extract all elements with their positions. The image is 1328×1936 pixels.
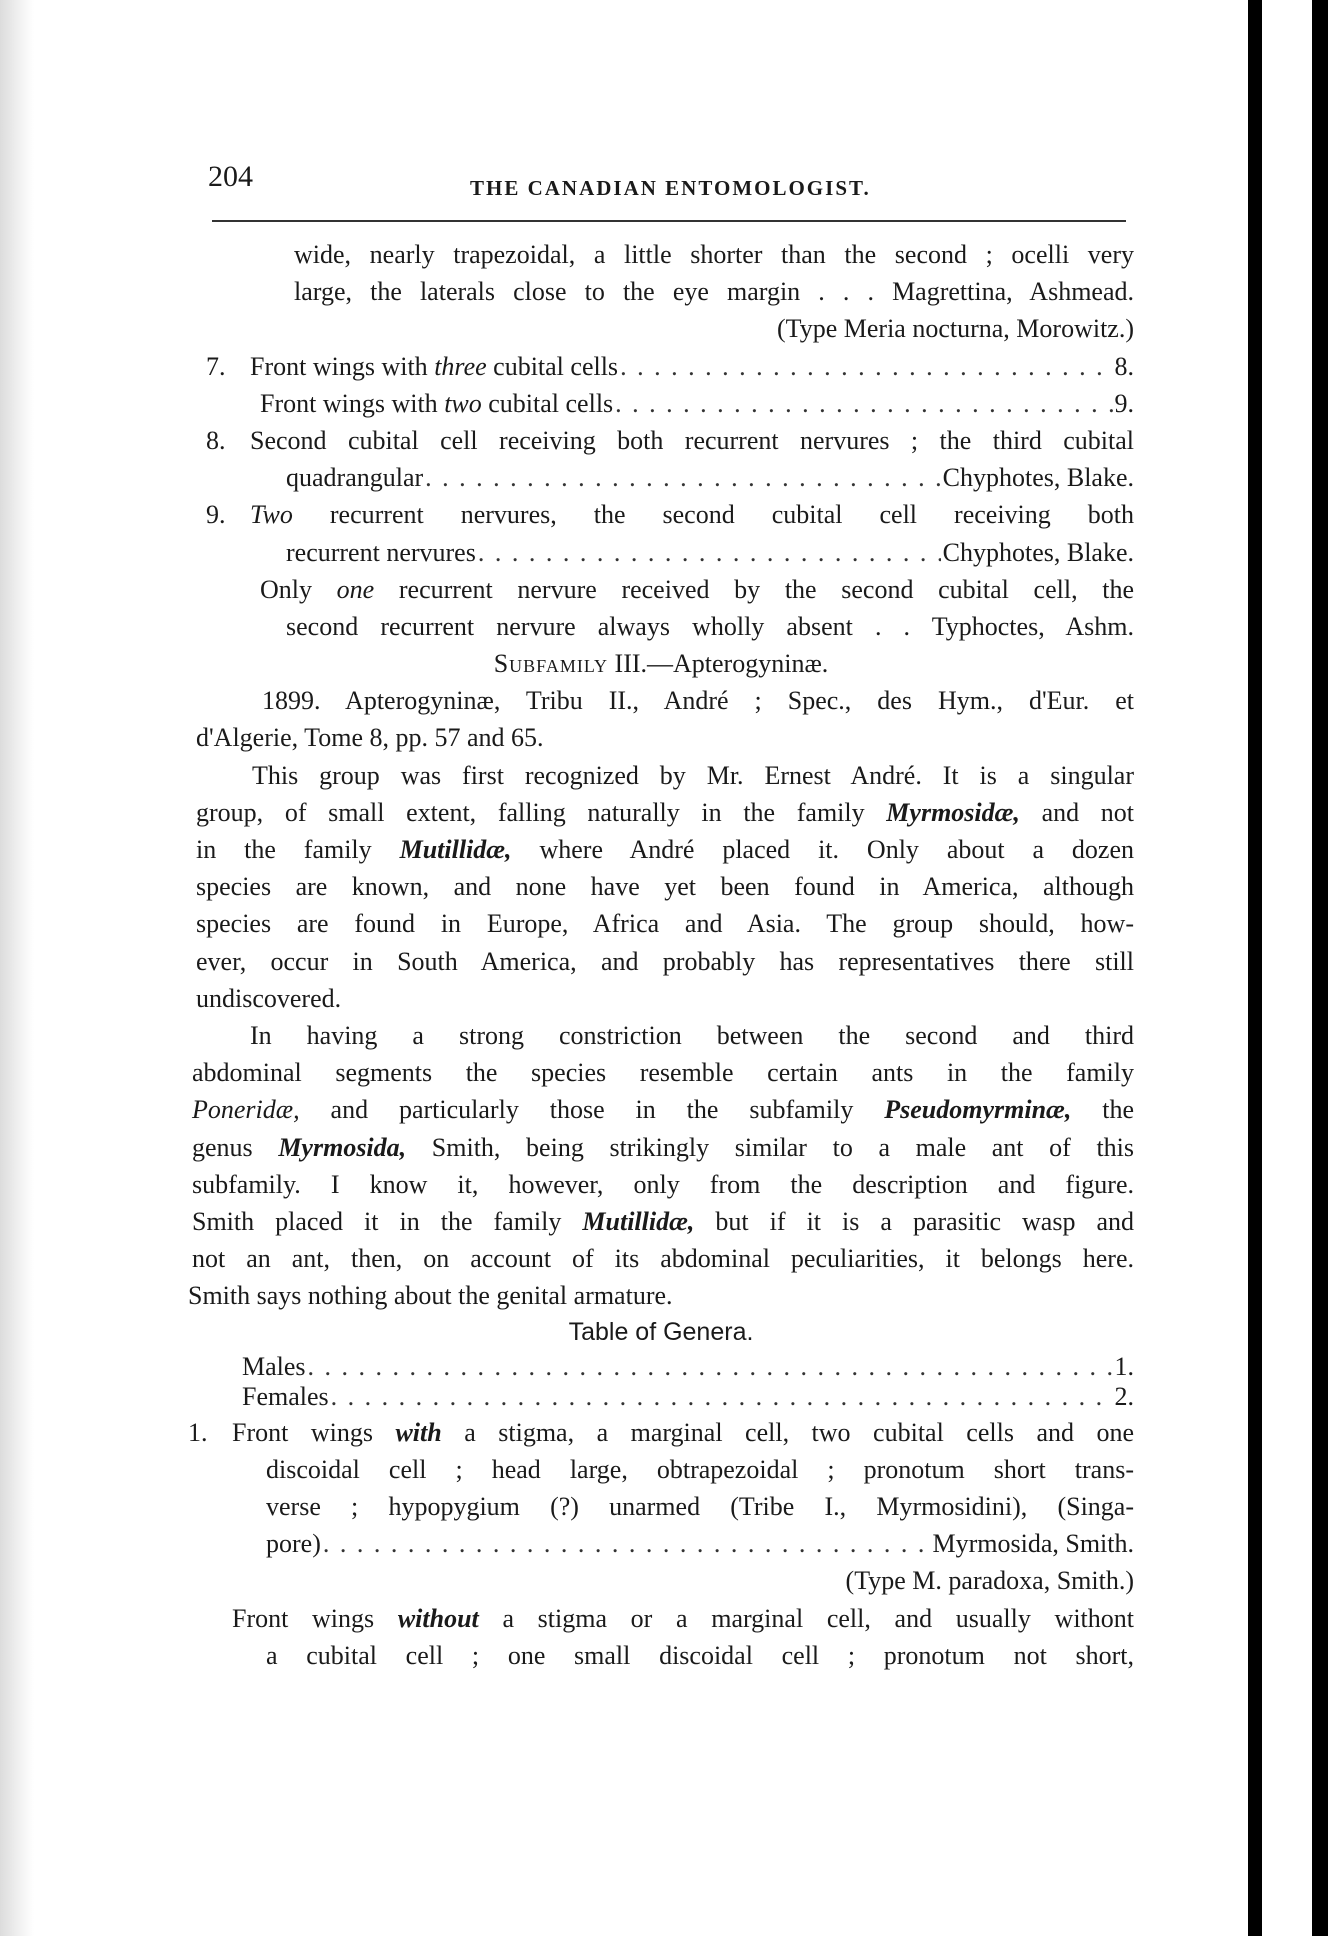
text-line: group, of small extent, falling naturally in the family Myrmosidæ, and not (196, 797, 1135, 827)
text-line: recurrent nervures . . . Chyphotes, Blake. (188, 534, 1134, 571)
text-line: ever, occur in South America, and probably has representatives there still (196, 946, 1134, 976)
running-title: THE CANADIAN ENTOMOLOGIST. (470, 176, 871, 200)
subfamily-heading: Subfamily III.—Apterogyninæ. (493, 649, 829, 679)
text-line: Poneridæ, and particularly those in the subfamily Pseudomyrminæ, the (192, 1095, 1135, 1125)
text-line: 1899. Apterogyninæ, Tribu II., André ; Spec., des Hym., d'Eur. et (262, 686, 1134, 716)
text-line: discoidal cell ; head large, obtrapezoidal ; pronotum short trans- (266, 1454, 1134, 1484)
key-entry-8: 8. Second cubital cell receiving both recurrent nervures ; the third cubital (206, 425, 1134, 455)
text-line: quadrangular . . . Chyphotes, Blake. (188, 459, 1134, 496)
text-line: abdominal segments the species resemble certain ants in the family (192, 1058, 1134, 1088)
page-number: 204 (208, 160, 253, 193)
text-line: (Type Meria nocturna, Morowitz.) (776, 314, 1134, 344)
text-line: subfamily. I know it, however, only from the description and figure. (192, 1169, 1134, 1199)
key-entry-9-alt: Only one recurrent nervure received by the second cubital cell, the (260, 574, 1135, 604)
text-line: d'Algerie, Tome 8, pp. 57 and 65. (196, 723, 544, 753)
text-line: (Type M. paradoxa, Smith.) (845, 1566, 1134, 1596)
page-right-margin (1262, 0, 1312, 1936)
text-line: not an ant, then, on account of its abdominal peculiarities, it belongs here. (192, 1244, 1134, 1274)
text-line: wide, nearly trapezoidal, a little shorter than the second ; ocelli very (294, 240, 1134, 269)
page-header (208, 158, 1128, 208)
text-line: in the family Mutillidæ, where André placed it. Only about a dozen (196, 835, 1135, 864)
text-line: genus Myrmosida, Smith, being strikingly similar to a male ant of this (192, 1132, 1135, 1162)
key-entry-1: 1. Front wings with a stigma, a marginal cell, two cubital cells and one (188, 1417, 1135, 1447)
key-entry-females: Females . . . 2. (188, 1382, 1134, 1414)
key-entry-males: Males . . . 1. (188, 1352, 1134, 1382)
text-line: Smith placed it in the family Mutillidæ, but if it is a parasitic wasp and (192, 1206, 1135, 1236)
text-line: second recurrent nervure always wholly absent . . Typhoctes, Ashm. (286, 611, 1134, 641)
text-line: pore) . . . Myrmosida, Smith. (188, 1525, 1134, 1562)
key-entry-7: 7. Front wings with three cubital cells . . . 8. (188, 348, 1134, 385)
key-entry-9: 9. Two recurrent nervures, the second cubital cell receiving both (206, 500, 1134, 530)
page-left-shadow (0, 0, 34, 1936)
text-line: This group was first recognized by Mr. Ernest André. It is a singular (252, 760, 1134, 790)
text-line: large, the laterals close to the eye margin . . . Magrettina, Ashmead. (294, 277, 1134, 307)
header-rule (212, 220, 1126, 222)
text-line: a cubital cell ; one small discoidal cell ; pronotum not short, (266, 1640, 1134, 1670)
key-entry-7-alt: Front wings with two cubital cells . . . 9. (188, 385, 1134, 422)
table-heading: Table of Genera. (568, 1318, 754, 1347)
text-line: undiscovered. (196, 983, 342, 1013)
text-line: species are found in Europe, Africa and Asia. The group should, how- (196, 909, 1134, 939)
page-body (188, 236, 1134, 1674)
text-line: verse ; hypopygium (?) unarmed (Tribe I., Myrmosidini), (Singa- (266, 1492, 1134, 1521)
text-line: species are known, and none have yet been found in America, although (196, 872, 1134, 902)
text-line: In having a strong constriction between the second and third (250, 1020, 1134, 1050)
text-line: Smith says nothing about the genital armature. (188, 1281, 673, 1311)
key-entry-1-alt: Front wings without a stigma or a marginal cell, and usually withont (232, 1603, 1135, 1633)
